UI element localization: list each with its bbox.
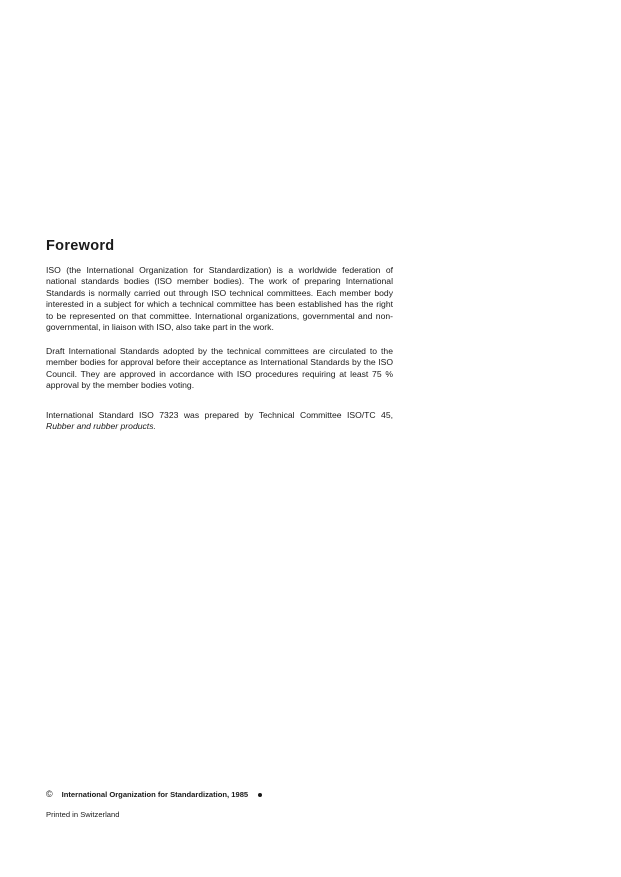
page-title: Foreword — [46, 238, 115, 254]
copyright-line — [46, 789, 262, 799]
copyright-text: International Organization for Standardization, 1985 — [61, 790, 249, 799]
paragraph-3-text: International Standard ISO 7323 was prepared by Technical Committee ISO/TC 45, — [46, 410, 393, 420]
copyright-icon: © — [46, 789, 53, 799]
committee-title: Rubber and rubber products. — [46, 421, 156, 432]
bullet-icon — [258, 793, 262, 797]
paragraph-1: ISO (the International Organization for Standardization) is a worldwide federation of national standards bodies (ISO member bodies). The work of preparing International Standards is normally carried out through ISO technical committees. Each member body interested in a subject for which a technical committee has been established has the right to be represented on that committee. International organizations, governmental and non-governmental, in liaison with ISO, also take part in the work. — [46, 265, 393, 333]
printed-in: Printed in Switzerland — [46, 810, 120, 819]
paragraph-3 — [46, 410, 393, 433]
paragraph-2: Draft International Standards adopted by the technical committees are circulated to the member bodies for approval before their acceptance as International Standards by the ISO Council. They are approved in accordance with ISO procedures requiring at least 75 % approval by the member bodies voting. — [46, 346, 393, 391]
